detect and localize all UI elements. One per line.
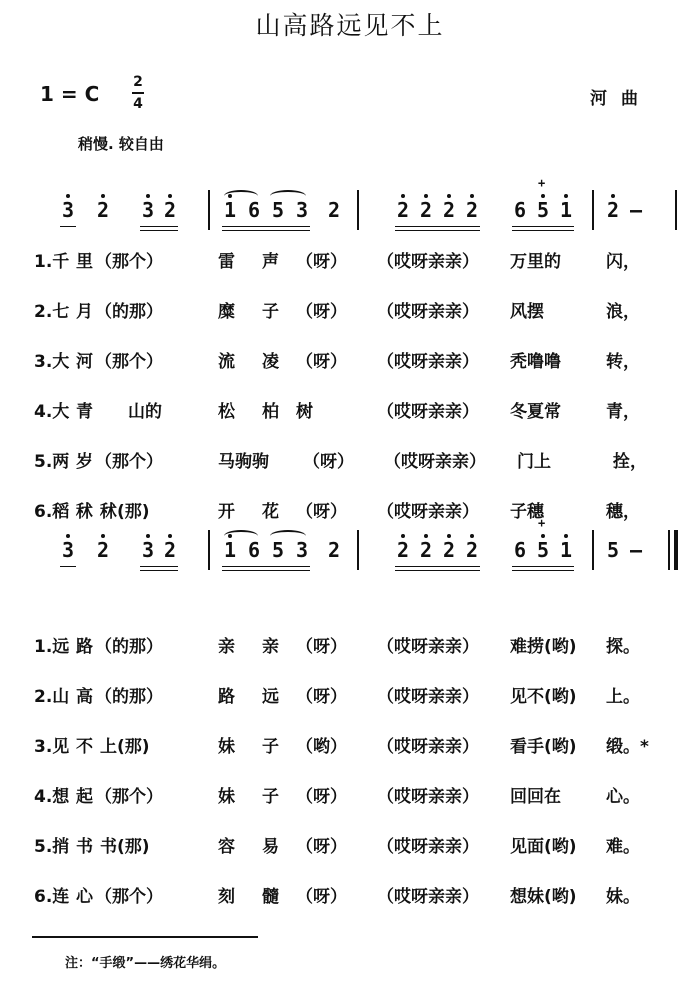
note: 2: [442, 198, 456, 222]
lyric-segment: 6.连: [34, 887, 70, 907]
lyric-segment: 5.捎: [34, 837, 70, 857]
lyric-segment: 2.山: [34, 687, 70, 707]
note: 5: [606, 538, 620, 562]
note: 1: [559, 198, 573, 222]
notation-staff-1: [0, 180, 700, 240]
lyric-segment: 难捞(哟): [510, 637, 577, 657]
lyric-segment: 1.千: [34, 252, 70, 272]
lyric-segment: （那个）: [95, 452, 163, 472]
lyric-segment: 难。: [606, 837, 640, 857]
note: 2: [419, 198, 433, 222]
lyric-segment: （的那）: [95, 637, 163, 657]
lyric-segment: （哎呀亲亲）: [377, 737, 479, 757]
underline-beam: [395, 230, 480, 231]
lyric-segment: （呀）: [296, 687, 347, 707]
lyric-line: [0, 785, 700, 813]
lyric-segment: （呀）: [303, 452, 354, 472]
lyric-segment: 想妹(哟): [510, 887, 577, 907]
note: 5: [271, 198, 285, 222]
final-bar-line: [668, 530, 670, 570]
note: 6: [247, 198, 261, 222]
lyric-segment: （哎呀亲亲）: [377, 787, 479, 807]
underline-beam: [512, 230, 574, 231]
lyric-segment: 松: [218, 402, 235, 422]
lyric-segment: 亲: [262, 637, 279, 657]
lyric-segment: 4.想: [34, 787, 70, 807]
bar-line: [357, 190, 359, 230]
note: 2: [96, 198, 110, 222]
underline-beam: [395, 570, 480, 571]
bar-line: [592, 530, 594, 570]
lyric-segment: （哎呀亲亲）: [377, 887, 479, 907]
lyric-segment: 拴，: [613, 452, 647, 472]
footnote-divider: [32, 936, 258, 938]
lyric-segment: 秫(那): [100, 502, 150, 522]
note: 2: [419, 538, 433, 562]
lyric-segment: 秃噜噜: [510, 352, 561, 372]
underline-beam: [222, 230, 310, 231]
bar-line: [208, 530, 210, 570]
note: 1: [223, 538, 237, 562]
lyric-segment: （那个）: [95, 787, 163, 807]
lyric-segment: 书: [76, 837, 93, 857]
lyric-segment: 见不(哟): [510, 687, 577, 707]
lyric-segment: （呀）: [296, 252, 347, 272]
lyric-segment: （那个）: [95, 352, 163, 372]
lyric-segment: 流: [218, 352, 235, 372]
note: 2: [396, 538, 410, 562]
lyric-segment: （哎呀亲亲）: [377, 252, 479, 272]
lyric-segment: （哎呀亲亲）: [377, 837, 479, 857]
bar-line: [357, 530, 359, 570]
lyric-segment: 高: [76, 687, 93, 707]
lyric-segment: 月: [76, 302, 93, 322]
lyric-segment: 柏: [262, 402, 279, 422]
lyric-segment: 探。: [606, 637, 640, 657]
lyric-line: [0, 835, 700, 863]
lyric-segment: 见面(哟): [510, 837, 577, 857]
note: 3: [61, 198, 75, 222]
underline-beam: [140, 230, 178, 231]
lyric-segment: 浪，: [606, 302, 640, 322]
time-signature-top: 2: [133, 74, 143, 90]
lyric-segment: 门上: [517, 452, 551, 472]
underline-beam: [60, 566, 76, 567]
lyric-segment: 山的: [128, 402, 162, 422]
lyric-segment: （呀）: [296, 302, 347, 322]
footnote: 注：“手缎”——绣花华绢。: [65, 956, 226, 971]
lyric-segment: 看手(哟): [510, 737, 577, 757]
slur: [224, 530, 258, 542]
lyric-segment: （哎呀亲亲）: [377, 352, 479, 372]
note: 6: [513, 538, 527, 562]
underline-beam: [512, 226, 574, 227]
lyric-segment: （哎呀亲亲）: [377, 402, 479, 422]
dash-extension: —: [629, 198, 643, 222]
note: 3: [61, 538, 75, 562]
underline-beam: [60, 226, 76, 227]
lyric-segment: 4.大: [34, 402, 70, 422]
lyric-segment: 子: [262, 787, 279, 807]
song-title: 山高路远见不上: [255, 11, 445, 40]
note: 5 +: [535, 538, 551, 562]
lyric-segment: 河: [76, 352, 93, 372]
underline-beam: [140, 226, 178, 227]
note: 2: [465, 198, 479, 222]
lyric-segment: 声: [262, 252, 279, 272]
note: 3: [295, 198, 309, 222]
lyric-segment: （那个）: [95, 252, 163, 272]
lyric-segment: （哎呀亲亲）: [377, 687, 479, 707]
lyric-segment: 雷: [218, 252, 235, 272]
bar-line: [592, 190, 594, 230]
lyric-segment: （哎呀亲亲）: [377, 502, 479, 522]
lyric-segment: 子: [262, 737, 279, 757]
time-signature: [132, 74, 144, 112]
lyric-segment: 秫: [76, 502, 93, 522]
slur: [224, 190, 258, 202]
lyric-segment: 易: [262, 837, 279, 857]
slur: [270, 530, 306, 542]
lyric-segment: （哎呀亲亲）: [377, 302, 479, 322]
lyric-segment: 心: [76, 887, 93, 907]
underline-beam: [512, 570, 574, 571]
lyric-line: [0, 400, 700, 428]
dash-extension: —: [629, 538, 643, 562]
lyric-segment: 穗，: [606, 502, 640, 522]
lyric-segment: 6.稻: [34, 502, 70, 522]
lyric-segment: 子: [262, 302, 279, 322]
lyric-segment: （哎呀亲亲）: [384, 452, 486, 472]
lyric-segment: 青，: [606, 402, 640, 422]
lyric-segment: （呀）: [296, 352, 347, 372]
bar-line: [675, 190, 677, 230]
note: 2: [163, 538, 177, 562]
lyric-segment: 3.大: [34, 352, 70, 372]
lyric-segment: （呀）: [296, 637, 347, 657]
tempo-marking: 稍慢. 较自由: [78, 135, 164, 153]
lyric-segment: 里: [76, 252, 93, 272]
lyric-segment: 岁: [76, 452, 93, 472]
lyric-segment: 心。: [606, 787, 640, 807]
lyric-segment: 妹。: [606, 887, 640, 907]
lyric-segment: 起: [76, 787, 93, 807]
note: 1: [223, 198, 237, 222]
lyric-segment: 凌: [262, 352, 279, 372]
note: 6: [513, 198, 527, 222]
underline-beam: [222, 570, 310, 571]
underline-beam: [140, 566, 178, 567]
lyric-segment: （哟）: [296, 737, 347, 757]
lyric-segment: 冬夏常: [510, 402, 561, 422]
final-bar-line: [674, 530, 678, 570]
lyric-segment: 万里的: [510, 252, 561, 272]
lyric-segment: 妹: [218, 737, 235, 757]
lyric-segment: 容: [218, 837, 235, 857]
lyric-segment: 1.远: [34, 637, 70, 657]
underline-beam: [395, 226, 480, 227]
underline-beam: [222, 566, 310, 567]
lyric-segment: 路: [218, 687, 235, 707]
lyric-segment: 缎。*: [606, 737, 649, 757]
underline-beam: [222, 226, 310, 227]
lyric-segment: 上(那): [100, 737, 150, 757]
lyric-line: [0, 685, 700, 713]
lyric-segment: 妹: [218, 787, 235, 807]
note: 3: [141, 198, 155, 222]
lyric-segment: 开: [218, 502, 235, 522]
note: 2: [606, 198, 620, 222]
song-origin: 河曲: [590, 89, 652, 109]
lyric-line: [0, 635, 700, 663]
underline-beam: [395, 566, 480, 567]
underline-beam: [140, 570, 178, 571]
lyric-segment: （那个）: [95, 887, 163, 907]
note: 3: [295, 538, 309, 562]
note: 5: [271, 538, 285, 562]
lyric-segment: 书(那): [100, 837, 150, 857]
lyric-line: [0, 250, 700, 278]
slur: [270, 190, 306, 202]
lyric-segment: 髓: [262, 887, 279, 907]
lyric-segment: 刻: [218, 887, 235, 907]
lyric-segment: 亲: [218, 637, 235, 657]
note: 2: [465, 538, 479, 562]
note: 2: [396, 198, 410, 222]
lyric-segment: 上。: [606, 687, 640, 707]
lyric-segment: 闪，: [606, 252, 640, 272]
lyric-segment: 子穗: [510, 502, 544, 522]
lyric-segment: 糜: [218, 302, 235, 322]
note: 1: [559, 538, 573, 562]
bar-line: [208, 190, 210, 230]
lyric-segment: （呀）: [296, 787, 347, 807]
note: 5 +: [535, 198, 551, 222]
lyric-segment: （的那）: [95, 302, 163, 322]
underline-beam: [512, 566, 574, 567]
lyric-line: [0, 450, 700, 478]
lyric-segment: （哎呀亲亲）: [377, 637, 479, 657]
time-signature-bottom: 4: [133, 96, 143, 112]
lyric-segment: 路: [76, 637, 93, 657]
lyric-segment: 转，: [606, 352, 640, 372]
lyric-segment: 5.两: [34, 452, 70, 472]
note: 2: [327, 198, 341, 222]
time-signature-line: [132, 92, 144, 94]
lyric-line: [0, 885, 700, 913]
lyric-segment: 树: [296, 402, 313, 422]
lyric-segment: （呀）: [296, 502, 347, 522]
lyric-segment: （呀）: [296, 837, 347, 857]
note: 2: [327, 538, 341, 562]
notation-staff-2: [0, 520, 700, 580]
lyric-segment: [269, 450, 303, 478]
lyric-segment: 青: [76, 402, 93, 422]
lyric-segment: 花: [262, 502, 279, 522]
lyric-segment: 回回在: [510, 787, 561, 807]
lyric-segment: （呀）: [296, 887, 347, 907]
key-signature: 1 = C: [40, 82, 100, 106]
lyric-segment: （的那）: [95, 687, 163, 707]
lyric-segment: 风摆: [510, 302, 544, 322]
lyric-line: [0, 350, 700, 378]
lyric-segment: 2.七: [34, 302, 70, 322]
note: 6: [247, 538, 261, 562]
note: 2: [163, 198, 177, 222]
note: 2: [442, 538, 456, 562]
note: 3: [141, 538, 155, 562]
lyric-segment: 马驹驹: [218, 452, 269, 472]
note: 2: [96, 538, 110, 562]
lyric-segment: 不: [76, 737, 93, 757]
lyric-line: [0, 735, 700, 763]
lyric-line: [0, 300, 700, 328]
lyric-segment: 远: [262, 687, 279, 707]
lyric-segment: 3.见: [34, 737, 70, 757]
